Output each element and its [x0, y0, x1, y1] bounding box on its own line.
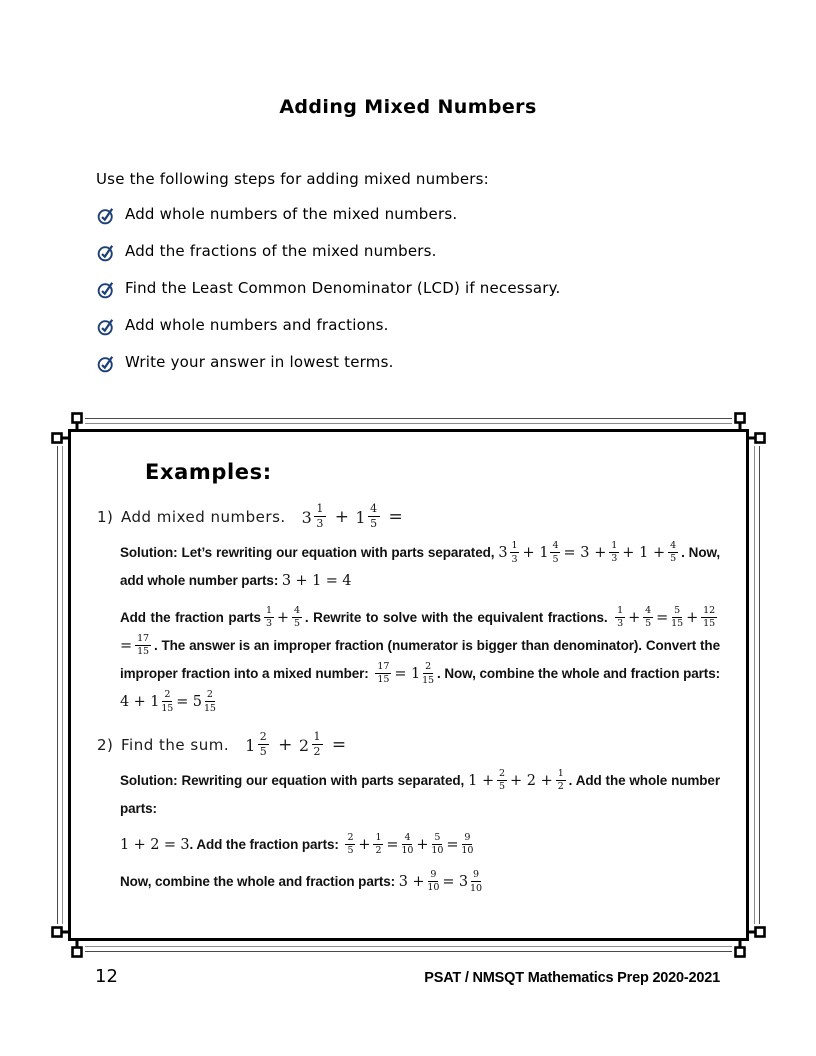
math-run: = [394, 666, 411, 682]
fraction: $\frac{2}{5}$ [259, 730, 268, 758]
fraction: $\frac{9}{10}$ [427, 868, 440, 894]
text-run: Add the fraction parts [120, 610, 261, 625]
fraction: $\frac{4}{5}$ [670, 539, 677, 565]
math-run: + [628, 610, 641, 626]
text-run: . The answer is an improper fraction (numerator is bigger than denominator). Convert the improper fraction into a mixed number: [120, 638, 720, 681]
fraction: $\frac{2}{5}$ [347, 831, 354, 857]
math-run: = [382, 507, 404, 527]
example-prompt: Add mixed numbers. [121, 508, 286, 526]
math-run: + [686, 610, 699, 626]
fraction: $\frac{9}{10}$ [470, 869, 482, 894]
fraction: $\frac{9}{10}$ [461, 831, 474, 857]
step-item [97, 353, 720, 373]
math-run: + [272, 735, 299, 755]
math-run: = [176, 694, 193, 710]
fraction: $\frac{4}{5}$ [552, 540, 559, 565]
circled-check-icon [97, 243, 116, 262]
bold-run: Solution: [120, 773, 178, 788]
solution-paragraph [120, 604, 720, 716]
mixed-number: 1 $\frac{4}{5}$ [539, 540, 559, 565]
math-run: + [276, 610, 289, 626]
math-run: + [328, 507, 356, 527]
math-run: + 1 + [622, 545, 666, 561]
fraction: $\frac{2}{15}$ [422, 661, 434, 686]
math-run: = [120, 638, 133, 654]
text-run: Rewriting our equation with parts separated, [177, 773, 469, 788]
fraction: $\frac{1}{2}$ [557, 767, 564, 793]
step-label: Find the Least Common Denominator (LCD) if necessary. [125, 279, 561, 297]
math-run: = [656, 610, 669, 626]
mixed-number: 3 $\frac{9}{10}$ [458, 869, 482, 894]
fraction: $\frac{17}{15}$ [377, 660, 390, 686]
math-run: = [446, 837, 459, 853]
fraction: $\frac{17}{15}$ [137, 632, 149, 658]
text-run: . Now, add whole number parts: [120, 545, 721, 588]
fraction: $\frac{12}{15}$ [703, 604, 716, 630]
math-run: = 3 + [563, 545, 607, 561]
math-run: = [386, 837, 399, 853]
mixed-number: 2 $\frac{1}{2}$ [298, 730, 322, 758]
math-run: + [358, 837, 371, 853]
math-run: 4 + [120, 694, 151, 710]
fraction: $\frac{1}{3}$ [265, 604, 272, 630]
fraction: $\frac{1}{3}$ [316, 502, 324, 530]
fraction: $\frac{4}{5}$ [370, 502, 378, 530]
example-number: 2) [97, 736, 114, 754]
circled-check-icon [97, 354, 116, 373]
page-title: Adding Mixed Numbers [279, 96, 537, 118]
bold-run: Solution: [120, 545, 178, 560]
step-label: Add whole numbers and fractions. [125, 316, 389, 334]
example-1-header [97, 504, 720, 530]
example-equation [302, 504, 404, 530]
example-2-header [97, 732, 720, 758]
math-run: + [416, 837, 429, 853]
page-number: 12 [95, 966, 118, 987]
step-item [97, 242, 720, 262]
footer-book-title: PSAT / NMSQT Mathematics Prep 2020-2021 [424, 970, 720, 986]
circled-check-icon [97, 206, 116, 225]
mixed-number: 1 $\frac{4}{5}$ [355, 502, 378, 530]
mixed-number: 1 $\frac{2}{15}$ [150, 689, 174, 714]
step-label: Add whole numbers of the mixed numbers. [125, 205, 458, 223]
text-run: . Add the whole number parts: [120, 773, 720, 816]
math-run: 1 + 2 = 3 [120, 837, 190, 853]
mixed-number: 3 $\frac{1}{3}$ [498, 540, 518, 565]
examples-heading: Examples: [145, 460, 272, 484]
example-equation [245, 732, 347, 758]
solution-paragraph [120, 831, 720, 859]
step-item [97, 205, 720, 225]
example-number: 1) [97, 508, 114, 526]
fraction: $\frac{5}{15}$ [671, 604, 684, 630]
math-run: + 2 + [509, 773, 553, 789]
step-label: Write your answer in lowest terms. [125, 353, 394, 371]
fraction: $\frac{1}{3}$ [617, 604, 624, 630]
math-run: = [442, 874, 459, 890]
text-run: . Add the fraction parts: [189, 837, 343, 852]
circled-check-icon [97, 280, 116, 299]
math-run: 1 + [468, 773, 494, 789]
steps-intro: Use the following steps for adding mixed numbers: [96, 170, 489, 188]
solution-paragraph [120, 539, 720, 595]
circled-check-icon [97, 317, 116, 336]
solution-paragraph [120, 767, 720, 822]
math-run: = [326, 735, 347, 755]
mixed-number: 1 $\frac{2}{15}$ [410, 661, 434, 686]
mixed-number: 1 $\frac{2}{5}$ [245, 730, 268, 758]
text-run: Now, combine the whole and fraction parts: [120, 874, 399, 889]
fraction: $\frac{1}{2}$ [313, 730, 322, 758]
fraction: $\frac{4}{5}$ [645, 604, 652, 630]
step-item [97, 279, 720, 299]
fraction: $\frac{4}{10}$ [401, 831, 414, 857]
mixed-number: 3 $\frac{1}{3}$ [301, 502, 324, 530]
fraction: $\frac{2}{5}$ [499, 767, 505, 793]
examples-content [71, 432, 746, 938]
fraction: $\frac{1}{3}$ [511, 540, 518, 565]
fraction: $\frac{2}{15}$ [161, 689, 174, 714]
text-run: . Rewrite to solve with the equivalent fractions. [304, 610, 613, 625]
fraction: $\frac{1}{3}$ [611, 539, 618, 565]
examples-panel [57, 418, 760, 952]
solution-paragraph [120, 868, 720, 896]
math-run: + [522, 545, 540, 561]
step-item [97, 316, 720, 336]
step-label: Add the fractions of the mixed numbers. [125, 242, 437, 260]
math-run: 3 + 1 = 4 [281, 573, 352, 589]
steps-list [97, 205, 720, 373]
fraction: $\frac{1}{2}$ [375, 831, 382, 857]
math-run: 3 + [398, 874, 425, 890]
fraction: $\frac{5}{10}$ [431, 831, 444, 857]
example-prompt: Find the sum. [121, 736, 230, 754]
mixed-number: 5 $\frac{2}{15}$ [192, 689, 216, 714]
text-run: Let’s rewriting our equation with parts separated, [177, 545, 499, 560]
fraction: $\frac{4}{5}$ [293, 604, 300, 630]
fraction: $\frac{2}{15}$ [203, 689, 216, 714]
text-run: . Now, combine the whole and fraction parts: [437, 666, 720, 681]
